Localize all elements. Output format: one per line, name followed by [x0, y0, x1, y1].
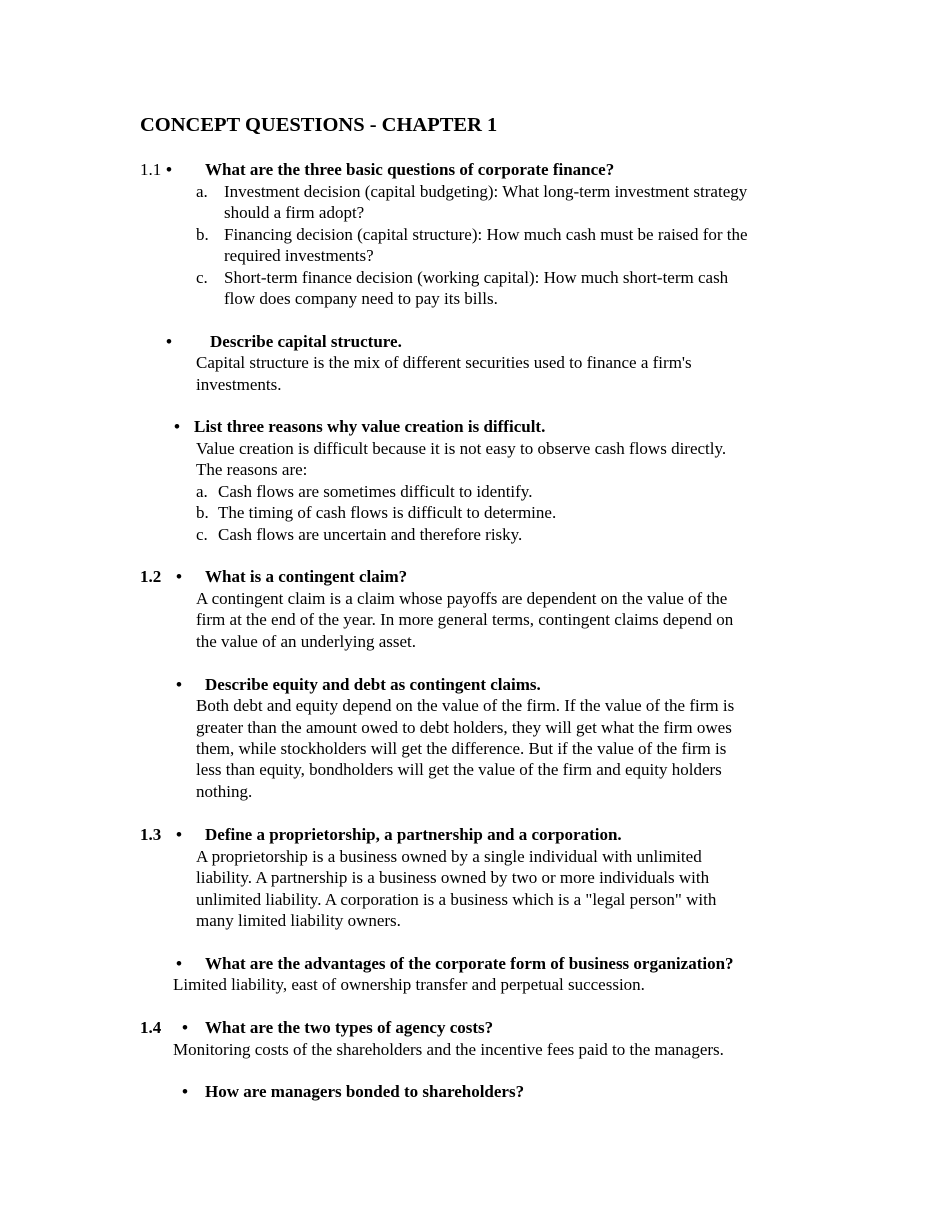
answer-line: Both debt and equity depend on the value of the firm. If the value of the firm is: [196, 696, 735, 715]
list-item-text: required investments?: [224, 246, 374, 265]
list-item-text: Financing decision (capital structure): How much cash must be raised for the: [224, 225, 748, 244]
question-managers-bonded: How are managers bonded to shareholders?: [205, 1082, 525, 1101]
list-item-text: Investment decision (capital budgeting): What long-term investment strategy: [224, 182, 748, 201]
question-agency-costs: What are the two types of agency costs?: [205, 1018, 494, 1037]
answer-line: nothing.: [196, 782, 253, 801]
list-item-text: Cash flows are sometimes difficult to identify.: [218, 482, 533, 501]
answer-line: unlimited liability. A corporation is a business which is a "legal person" with: [196, 890, 717, 909]
answer-line: The reasons are:: [196, 460, 308, 479]
bullet: •: [176, 825, 182, 844]
list-item-text: Short-term finance decision (working capital): How much short-term cash: [224, 268, 729, 287]
list-item-text: flow does company need to pay its bills.: [224, 289, 498, 308]
answer-line: Capital structure is the mix of different securities used to finance a firm's: [196, 353, 692, 372]
section-number-1-2: 1.2: [140, 567, 162, 586]
list-marker: c.: [196, 525, 208, 544]
bullet: •: [176, 675, 182, 694]
question-1-1: What are the three basic questions of corporate finance?: [205, 160, 615, 179]
list-marker: c.: [196, 268, 208, 287]
bullet: •: [174, 417, 180, 436]
bullet: •: [182, 1018, 188, 1037]
question-contingent-claim: What is a contingent claim?: [205, 567, 408, 586]
bullet: •: [166, 332, 172, 351]
question-business-forms: Define a proprietorship, a partnership and a corporation.: [205, 825, 622, 844]
list-marker: a.: [196, 482, 208, 501]
answer-line: firm at the end of the year. In more general terms, contingent claims depend on: [196, 610, 734, 629]
question-capital-structure: Describe capital structure.: [210, 332, 402, 351]
list-marker: b.: [196, 225, 209, 244]
question-value-creation: List three reasons why value creation is difficult.: [194, 417, 546, 436]
answer-line: Monitoring costs of the shareholders and the incentive fees paid to the managers.: [173, 1040, 724, 1059]
bullet: •: [166, 160, 172, 179]
answer-line: liability. A partnership is a business owned by two or more individuals with: [196, 868, 710, 887]
answer-line: greater than the amount owed to debt holders, they will get what the firm owes: [196, 718, 732, 737]
answer-line: less than equity, bondholders will get the value of the firm and equity holders: [196, 760, 722, 779]
answer-line: the value of an underlying asset.: [196, 632, 416, 651]
list-marker: b.: [196, 503, 209, 522]
list-item-text: The timing of cash flows is difficult to determine.: [218, 503, 557, 522]
section-number-1-3: 1.3: [140, 825, 162, 844]
bullet: •: [182, 1082, 188, 1101]
answer-line: investments.: [196, 375, 282, 394]
answer-line: many limited liability owners.: [196, 911, 401, 930]
page-title: CONCEPT QUESTIONS - CHAPTER 1: [140, 114, 498, 136]
section-number-1-1: 1.1: [140, 160, 162, 179]
answer-line: A contingent claim is a claim whose payoffs are dependent on the value of the: [196, 589, 728, 608]
bullet: •: [176, 954, 182, 973]
section-number-1-4: 1.4: [140, 1018, 162, 1037]
answer-line: Limited liability, east of ownership transfer and perpetual succession.: [173, 975, 645, 994]
list-marker: a.: [196, 182, 208, 201]
question-equity-debt: Describe equity and debt as contingent claims.: [205, 675, 541, 694]
answer-line: them, while stockholders will get the difference. But if the value of the firm is: [196, 739, 727, 758]
answer-line: A proprietorship is a business owned by a single individual with unlimited: [196, 847, 702, 866]
list-item-text: Cash flows are uncertain and therefore risky.: [218, 525, 523, 544]
answer-line: Value creation is difficult because it is not easy to observe cash flows directly.: [196, 439, 727, 458]
bullet: •: [176, 567, 182, 586]
list-item-text: should a firm adopt?: [224, 203, 365, 222]
question-corporate-advantages: What are the advantages of the corporate form of business organization?: [205, 954, 734, 973]
